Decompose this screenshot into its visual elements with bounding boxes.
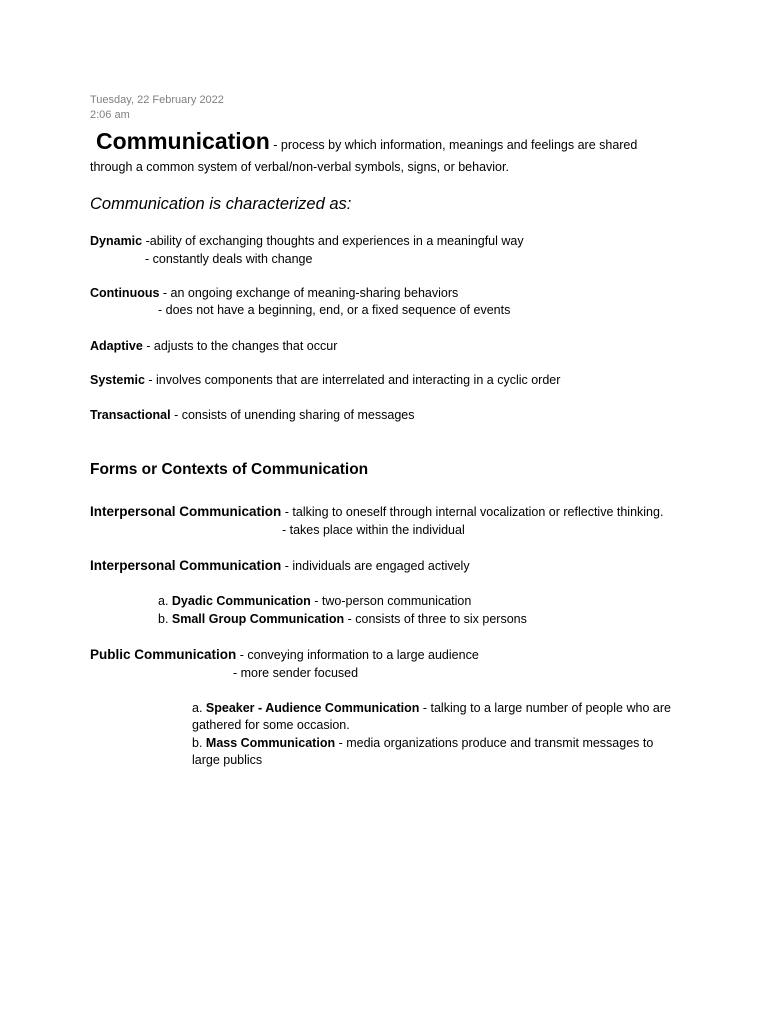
dynamic-def-2: - constantly deals with change (145, 252, 313, 266)
inter-item-b-term: Small Group Communication (171, 612, 345, 626)
intro-line-1 (96, 128, 637, 155)
public-item-a (192, 700, 682, 734)
inter-item-a-prefix: a. (158, 594, 172, 608)
inter-item-a-term: Dyadic Communication (171, 594, 311, 608)
transactional-def: - consists of unending sharing of messages (170, 408, 415, 422)
adaptive-line (90, 339, 337, 353)
inter-item-a-def: - two-person communication (310, 594, 472, 608)
inter-item-b (158, 612, 527, 626)
intra-line-1 (90, 504, 663, 519)
public-line-1 (90, 647, 479, 662)
public-item-a-def: - talking to a large number of people who are gathered for some occasion. (192, 701, 671, 732)
transactional-term: Transactional (90, 408, 171, 422)
intra-term: Interpersonal Communication (90, 504, 282, 519)
adaptive-def: - adjusts to the changes that occur (142, 339, 338, 353)
public-item-b-def: - media organizations produce and transmit messages to large publics (192, 736, 654, 767)
dynamic-term: Dynamic (90, 234, 143, 248)
systemic-line (90, 373, 560, 387)
note-time: 2:06 am (90, 109, 130, 121)
public-def-1: - conveying information to a large audience (236, 648, 479, 662)
note-date: Tuesday, 22 February 2022 (90, 94, 224, 106)
inter-line (90, 558, 470, 573)
intro-definition-2: through a common system of verbal/non-verbal symbols, signs, or behavior. (90, 160, 509, 174)
public-def-2: - more sender focused (233, 666, 359, 680)
transactional-line (90, 408, 414, 422)
title-term: Communication (96, 128, 270, 154)
public-item-a-prefix: a. (192, 701, 206, 715)
adaptive-term: Adaptive (90, 339, 143, 353)
inter-item-b-prefix: b. (158, 612, 172, 626)
dynamic-line-1 (90, 234, 524, 248)
continuous-def-1: - an ongoing exchange of meaning-sharing behaviors (159, 286, 459, 300)
public-item-a-term: Speaker - Audience Communication (205, 701, 420, 715)
inter-term: Interpersonal Communication (90, 558, 282, 573)
dynamic-def-1: -ability of exchanging thoughts and experiences in a meaningful way (142, 234, 524, 248)
public-item-b-prefix: b. (192, 736, 206, 750)
forms-heading: Forms or Contexts of Communication (90, 461, 369, 478)
continuous-term: Continuous (90, 286, 160, 300)
systemic-def: - involves components that are interrelated and interacting in a cyclic order (144, 373, 561, 387)
continuous-def-2: - does not have a beginning, end, or a fixed sequence of events (158, 303, 511, 317)
systemic-term: Systemic (90, 373, 145, 387)
intro-definition-1: - process by which information, meanings and feelings are shared (269, 138, 638, 152)
public-item-b-term: Mass Communication (205, 736, 336, 750)
continuous-line-1 (90, 286, 458, 300)
characterized-heading: Communication is characterized as: (90, 195, 352, 213)
inter-def: - individuals are engaged actively (281, 559, 470, 573)
inter-item-a (158, 594, 471, 608)
intra-def-2: - takes place within the individual (282, 523, 465, 537)
public-item-b (192, 735, 682, 769)
inter-item-b-def: - consists of three to six persons (344, 612, 527, 626)
public-term: Public Communication (90, 647, 237, 662)
intra-def-1: - talking to oneself through internal vocalization or reflective thinking. (281, 505, 664, 519)
